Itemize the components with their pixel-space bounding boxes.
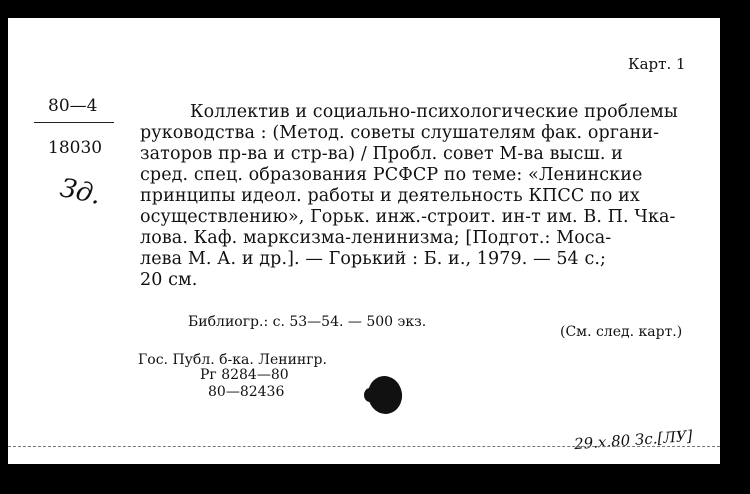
shelfmark-divider — [34, 122, 114, 123]
shelfmark-bottom: 18030 — [48, 138, 103, 158]
handwritten-date: 29.х.80 Зс.[ЛУ] — [573, 426, 693, 454]
description-line: принципы идеол. работы и деятельность КПСС по их — [140, 186, 640, 206]
library-reg-number: Рг 8284—80 — [200, 367, 289, 383]
bottom-dotted-line — [8, 446, 720, 447]
bibliography-note: Библиогр.: с. 53—54. — 500 экз. — [188, 314, 427, 330]
library-inventory-number: 80—82436 — [208, 384, 285, 400]
shelfmark-top: 80—4 — [48, 96, 98, 116]
description-line: 20 см. — [140, 270, 198, 290]
description-line: осуществлению», Горьк. инж.-строит. ин-т им. В. П. Чка- — [140, 207, 676, 227]
description-line: лова. Каф. марксизма-ленинизма; [Подгот.: Моса- — [140, 228, 612, 248]
continued-note: (См. след. карт.) — [560, 324, 683, 340]
description-line: заторов пр-ва и стр-ва) / Пробл. совет М-ва высш. и — [140, 144, 623, 164]
description-line: руководства : (Метод. советы слушателям фак. органи- — [140, 123, 660, 143]
bibliographic-description — [140, 102, 700, 291]
library-name: Гос. Публ. б-ка. Ленингр. — [138, 352, 327, 368]
card-number: Карт. 1 — [628, 55, 686, 73]
handwritten-mark: Зд. — [57, 173, 104, 211]
description-line: сред. спец. образования РСФСР по теме: «Ленинские — [140, 165, 643, 185]
description-line: лева М. А. и др.]. — Горький : Б. и., 1979. — 54 с.; — [140, 249, 607, 269]
ink-stamp-blot — [364, 388, 376, 402]
catalog-card — [8, 18, 720, 464]
description-line: Коллектив и социально-психологические проблемы — [190, 102, 678, 122]
